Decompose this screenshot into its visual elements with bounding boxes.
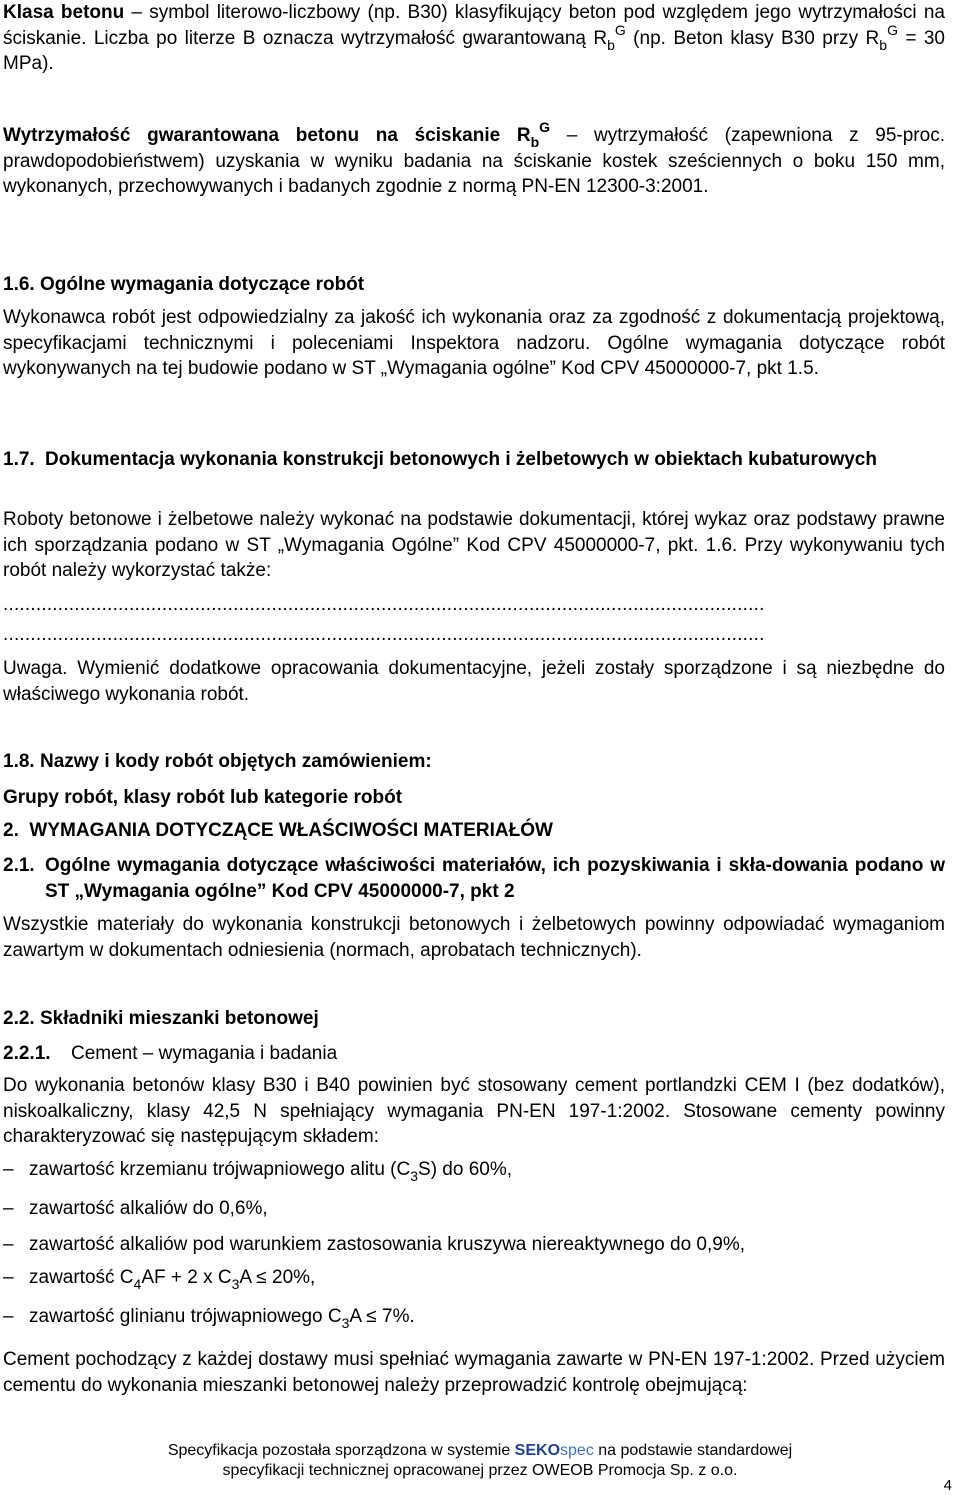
section-number: 1.7. xyxy=(3,449,35,470)
heading-2-2 xyxy=(3,1006,945,1032)
section-number: 2.2.1. xyxy=(3,1043,51,1064)
paragraph-guaranteed-strength xyxy=(3,119,945,200)
heading-2-2-1 xyxy=(3,1041,945,1067)
section-title: Nazwy i kody robót objętych zamówieniem: xyxy=(39,751,432,772)
paragraph-2-1: Wszystkie materiały do wykonania konstrukcji betonowych i żelbetowych powinny odpowiadać wymaganiom zawartym w dokumentach odniesienia (normach, aprobatach technicznych). xyxy=(3,914,945,961)
subscript: 4 xyxy=(133,1276,142,1292)
text: = 30 MPa). xyxy=(3,27,945,74)
brand-logo-spec: spec xyxy=(560,1442,594,1459)
heading-2-1-title: Ogólne wymagania dotyczące właściwości materiałów, ich pozyskiwania i skła-dowania podano w ST „Wymagania ogólne” Kod CPV 45000000-7, pkt 2 xyxy=(45,855,945,902)
text: (np. Beton klasy B30 przy R xyxy=(625,27,880,49)
section-title: Cement – wymagania i badania xyxy=(71,1043,338,1064)
placeholder-dots-1: ........................................................................................................................................... xyxy=(3,594,765,615)
heading-2 xyxy=(3,818,945,844)
paragraph-1-7: Roboty betonowe i żelbetowe należy wykonać na podstawie dokumentacji, której wykaz oraz podstawy prawne ich sporządzania podano w ST „Wymagania Ogólne” Kod CPV 45000000-7, pkt. 1.6. Przy wykonywaniu tych robót należy wykorzystać także: xyxy=(3,509,945,581)
paragraph-2-2-1: Do wykonania betonów klasy B30 i B40 powinien być stosowany cement portlandzki CEM I (bez dodatków), niskoalkaliczny, klasy 42,5 N spełniający wymagania PN-EN 197-1:2002. Stosowane cementy powinny charakteryzować się następującym składem: xyxy=(3,1075,945,1147)
dash: – xyxy=(3,1234,14,1255)
subscript: b xyxy=(530,134,540,150)
paragraph-note: Uwaga. Wymienić dodatkowe opracowania dokumentacyjne, jeżeli zostały sporządzone i są niezbędne do właściwego wykonania robót. xyxy=(3,658,945,705)
section-number: 1.8. xyxy=(3,751,35,772)
superscript: G xyxy=(887,21,898,38)
subscript: 3 xyxy=(410,1168,419,1184)
list-item-c4af xyxy=(3,1265,945,1291)
text: A ≤ 7%. xyxy=(349,1306,415,1327)
section-number: 1.6. xyxy=(3,274,35,295)
dash: – xyxy=(3,1306,14,1327)
section-number: 2. xyxy=(3,820,19,841)
placeholder-dots-2: ........................................................................................................................................... xyxy=(3,624,765,645)
text: AF + 2 x C xyxy=(141,1267,232,1288)
text: Wytrzymałość gwarantowana betonu na ściskanie R xyxy=(3,125,531,146)
text: – wytrzymałość (zapewniona z 95-proc. prawdopodobieństwem) uzyskania w wyniku badania na ściskanie kostek sześciennych o boku 150 mm, wykonanych, przechowywanych i badanych zgodnie z normą PN-EN 12300-3:2001. xyxy=(3,125,945,197)
subheading-work-groups: Grupy robót, klasy robót lub kategorie robót xyxy=(3,787,403,808)
list-item-alkali-nonreactive xyxy=(3,1232,945,1258)
text: zawartość krzemianu trójwapniowego alitu (C xyxy=(29,1159,411,1180)
paragraph-concrete-class xyxy=(3,0,945,77)
text: zawartość alkaliów do 0,6%, xyxy=(29,1198,268,1219)
text: zawartość C xyxy=(29,1267,134,1288)
subscript: 3 xyxy=(231,1276,240,1292)
heading-1-8 xyxy=(3,749,945,775)
subscript: b xyxy=(879,36,888,53)
text: Specyfikacja pozostała sporządzona w systemie xyxy=(167,1442,515,1459)
footer-line-2: specyfikacji technicznej opracowanej przez OWEOB Promocja Sp. z o.o. xyxy=(222,1462,738,1479)
heading-1-7-title: Dokumentacja wykonania konstrukcji betonowych i żelbetowych w obiektach kubaturowych xyxy=(45,449,877,470)
text: zawartość alkaliów pod warunkiem zastosowania kruszywa niereaktywnego do 0,9%, xyxy=(29,1234,746,1255)
heading-1-6 xyxy=(3,272,945,298)
term-concrete-class: Klasa betonu xyxy=(3,2,125,23)
text: zawartość glinianu trójwapniowego C xyxy=(29,1306,342,1327)
list-item-alite xyxy=(3,1157,945,1183)
subscript: 3 xyxy=(341,1315,350,1331)
text: – symbol literowo-liczbowy (np. B30) klasyfikujący beton pod względem jego wytrzymałości na ściskanie. Liczba po literze B oznacza wytrzymałość gwarantowaną R xyxy=(3,2,945,49)
dash: – xyxy=(3,1198,14,1219)
text: na podstawie standardowej xyxy=(593,1442,793,1459)
text: S) do 60%, xyxy=(418,1159,513,1180)
section-title: WYMAGANIA DOTYCZĄCE WŁAŚCIWOŚCI MATERIAŁÓW xyxy=(29,820,553,841)
paragraph-1-6: Wykonawca robót jest odpowiedzialny za jakość ich wykonania oraz za zgodność z dokumentacją projektową, specyfikacjami technicznymi i poleceniami Inspektora nadzoru. Ogólne wymagania dotyczące robót wykonywanych na tej budowie podano w ST „Wymagania ogólne” Kod CPV 45000000-7, pkt 1.5. xyxy=(3,307,945,379)
section-title: Składniki mieszanki betonowej xyxy=(39,1008,319,1029)
section-title: Ogólne wymagania dotyczące robót xyxy=(39,274,365,295)
dash: – xyxy=(3,1159,14,1180)
dash: – xyxy=(3,1267,14,1288)
footer-line-1 xyxy=(0,1441,960,1461)
section-number: 2.2. xyxy=(3,1008,35,1029)
list-item-alkali xyxy=(3,1196,945,1222)
paragraph-cement-control: Cement pochodzący z każdej dostawy musi spełniać wymagania zawarte w PN-EN 197-1:2002. Przed użyciem cementu do wykonania mieszanki betonowej należy przeprowadzić kontrolę obejmującą: xyxy=(3,1349,945,1396)
term-guaranteed-strength xyxy=(3,119,551,150)
subscript: b xyxy=(607,36,615,53)
superscript: G xyxy=(614,21,626,38)
superscript: G xyxy=(539,119,551,135)
list-item-aluminate xyxy=(3,1304,945,1330)
section-number: 2.1. xyxy=(3,855,35,876)
brand-logo-seko: SEKO xyxy=(514,1442,561,1459)
text: A ≤ 20%, xyxy=(239,1267,316,1288)
page-number: 4 xyxy=(943,1477,952,1494)
